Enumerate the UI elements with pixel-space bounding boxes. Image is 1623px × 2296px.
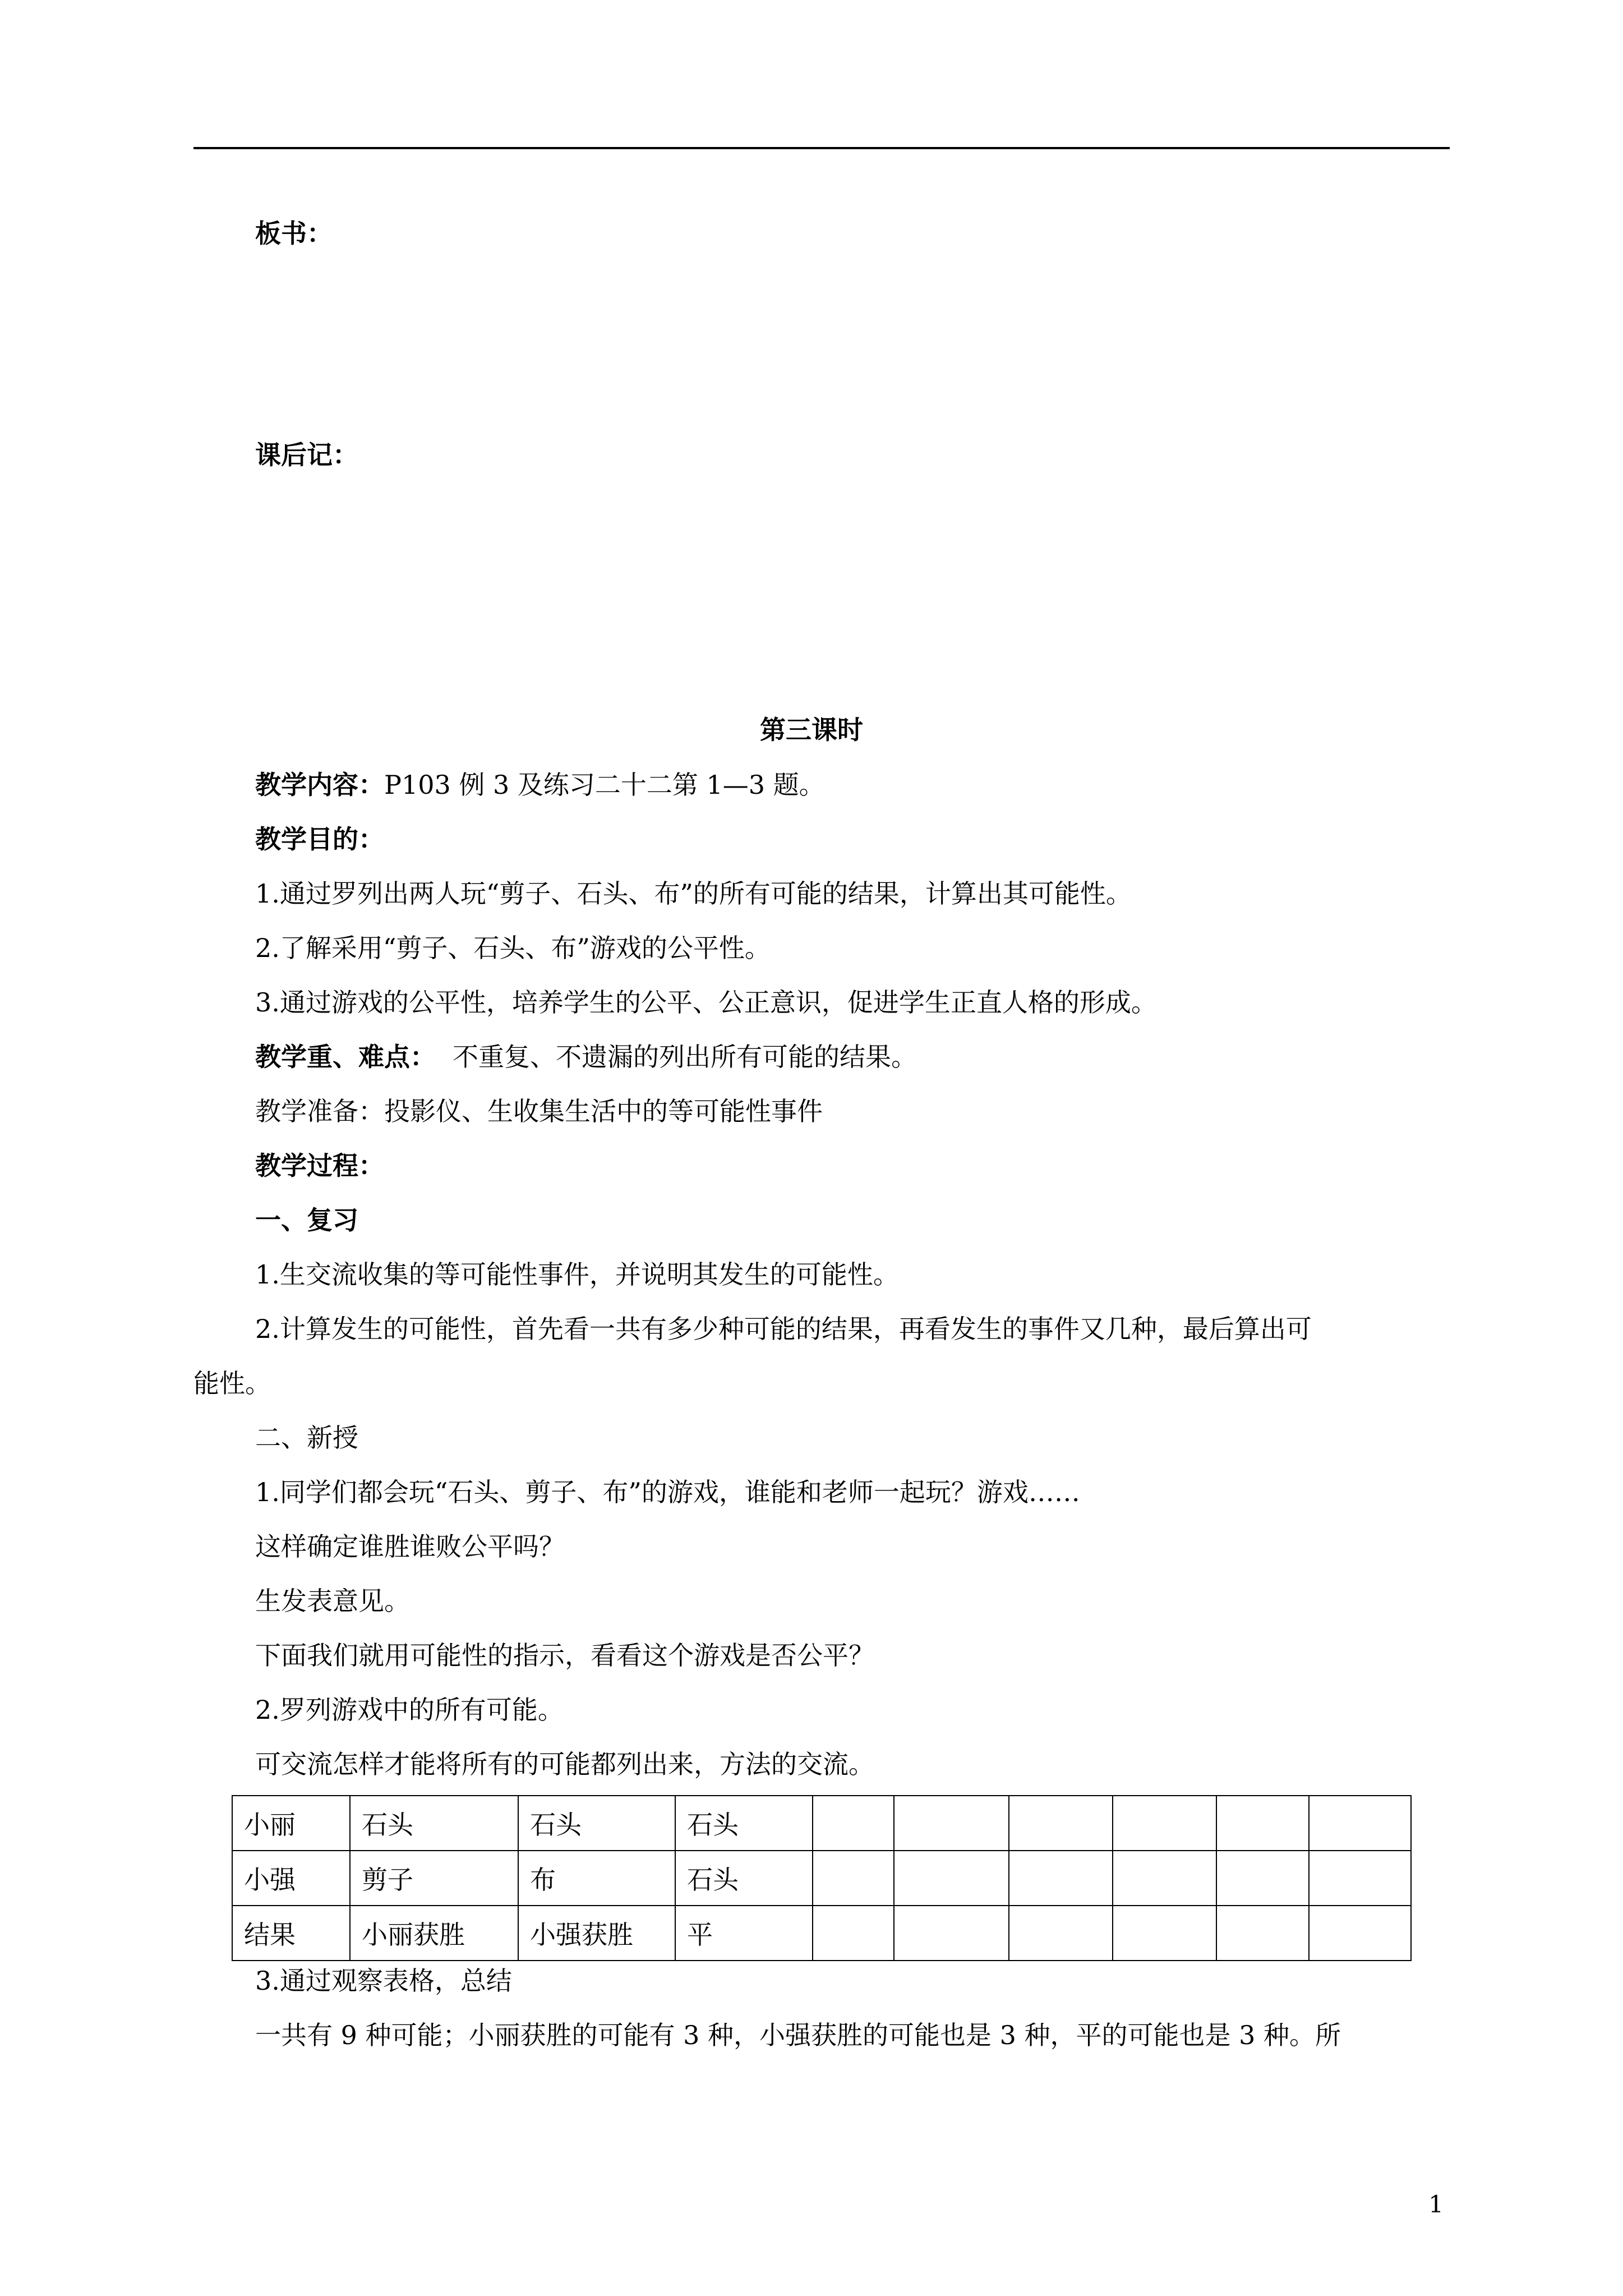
review-item: 2.计算发生的可能性，首先看一共有多少种可能的结果，再看发生的事件又几种，最后算出可 [255,1314,1312,1344]
content-text: P103 例 3 及练习二十二第 1—3 题。 [384,770,825,800]
table-cell: 结果 [232,1906,350,1961]
table-cell [813,1851,894,1906]
table-cell [894,1851,1009,1906]
review-item: 1.生交流收集的等可能性事件，并说明其发生的可能性。 [255,1259,899,1290]
table-cell [1113,1906,1216,1961]
new-item: 2.罗列游戏中的所有可能。 [255,1695,564,1725]
goal-item: 2.了解采用“剪子、石头、布”游戏的公平性。 [255,933,771,963]
table-cell [813,1906,894,1961]
review-heading: 一、复习 [255,1205,358,1235]
goal-item: 3.通过游戏的公平性，培养学生的公平、公正意识，促进学生正直人格的形成。 [255,987,1157,1018]
review-item: 能性。 [193,1368,271,1398]
table-cell: 小强 [232,1851,350,1906]
table-cell [1216,1851,1309,1906]
summary-item: 一共有 9 种可能；小丽获胜的可能有 3 种，小强获胜的可能也是 3 种，平的可能也是 3 种。所 [255,2020,1341,2050]
board-label: 板书： [255,218,333,249]
goal-item: 1.通过罗列出两人玩“剪子、石头、布”的所有可能的结果，计算出其可能性。 [255,878,1132,909]
new-item: 1.同学们都会玩“石头、剪子、布”的游戏，谁能和老师一起玩？游戏…… [255,1477,1080,1507]
table-cell: 平 [675,1906,813,1961]
table-cell [894,1796,1009,1851]
table-cell [1309,1906,1411,1961]
new-item: 下面我们就用可能性的指示，看看这个游戏是否公平？ [255,1640,874,1671]
teaching-content [255,767,825,802]
keypoints-label: 教学重、难点： [255,1042,436,1072]
table-cell: 石头 [350,1796,518,1851]
content-label: 教学内容： [255,770,384,800]
process-label: 教学过程： [255,1151,384,1181]
table-row [232,1851,1411,1906]
table-cell: 小丽 [232,1796,350,1851]
new-item: 这样确定谁胜谁败公平吗？ [255,1531,565,1562]
after-class-label: 课后记： [255,440,358,470]
table-cell [1009,1906,1113,1961]
teaching-prep: 教学准备：投影仪、生收集生活中的等可能性事件 [255,1096,823,1126]
table-cell [1216,1906,1309,1961]
table-cell: 石头 [675,1851,813,1906]
table-cell: 剪子 [350,1851,518,1906]
table-cell: 小丽获胜 [350,1906,518,1961]
table-cell: 石头 [675,1796,813,1851]
table-cell [813,1796,894,1851]
table-cell [1216,1796,1309,1851]
lesson-title: 第三课时 [760,715,863,745]
table-cell [1009,1851,1113,1906]
outcomes-table [232,1795,1412,1961]
table-cell: 布 [518,1851,675,1906]
table-cell [1113,1851,1216,1906]
new-heading: 二、新授 [255,1423,358,1453]
new-item: 可交流怎样才能将所有的可能都列出来，方法的交流。 [255,1749,874,1779]
table-cell [1113,1796,1216,1851]
goals-label: 教学目的： [255,824,384,854]
keypoints-text: 不重复、不遗漏的列出所有可能的结果。 [453,1042,917,1072]
table-cell [1309,1851,1411,1906]
table-row [232,1906,1411,1961]
table-cell: 小强获胜 [518,1906,675,1961]
table-row [232,1796,1411,1851]
page-number: 1 [1428,2191,1444,2218]
new-item: 生发表意见。 [255,1586,410,1616]
table-cell: 石头 [518,1796,675,1851]
summary-item: 3.通过观察表格，总结 [255,1966,512,1996]
table-cell [1009,1796,1113,1851]
key-points [255,1039,917,1074]
table-cell [894,1906,1009,1961]
header-rule [193,147,1450,149]
table-cell [1309,1796,1411,1851]
